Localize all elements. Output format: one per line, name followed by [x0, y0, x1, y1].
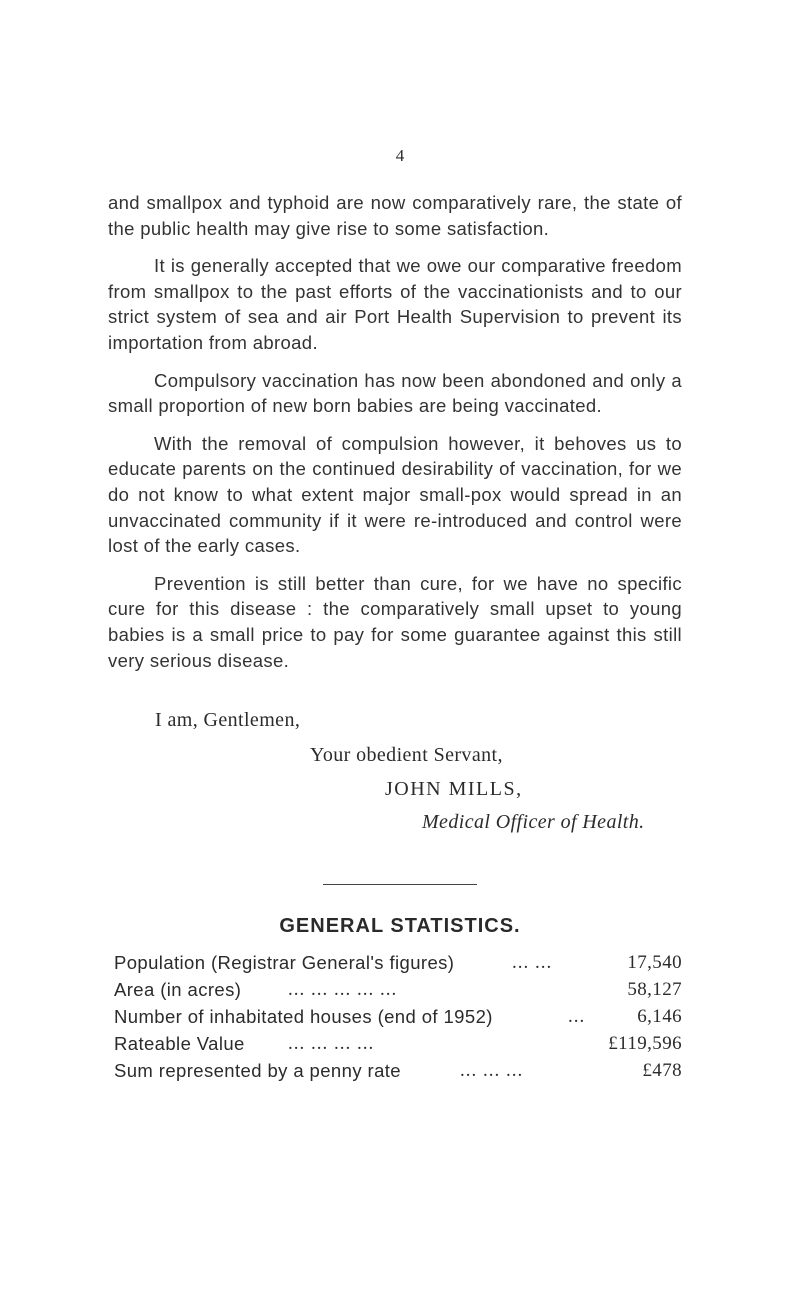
statistic-leader: ... — [568, 1006, 586, 1027]
statistic-leader: ... ... ... — [460, 1060, 524, 1081]
statistics-row — [108, 1060, 682, 1087]
statistics-row — [108, 1033, 682, 1060]
statistic-value: 17,540 — [627, 952, 682, 973]
statistic-label: Number of inhabitated houses (end of 1952) — [114, 1006, 493, 1027]
statistics-row — [108, 979, 682, 1006]
statistics-row — [108, 952, 682, 979]
statistic-value: 58,127 — [627, 979, 682, 1000]
statistic-value: 6,146 — [637, 1006, 682, 1027]
statistics-heading: GENERAL STATISTICS. — [279, 915, 521, 937]
statistic-value: £119,596 — [608, 1033, 682, 1054]
statistic-value: £478 — [642, 1060, 682, 1081]
statistic-label: Area (in acres) — [114, 979, 242, 1000]
signoff-closing: Your obedient Servant, — [310, 744, 503, 766]
signoff-salutation: I am, Gentlemen, — [155, 709, 301, 731]
statistics-row — [108, 1006, 682, 1033]
paragraph: Compulsory vaccination has now been abondoned and only a small proportion of new born babies are being vaccinated. — [108, 369, 682, 417]
statistic-leader: ... ... ... ... — [288, 1033, 375, 1054]
signoff-title: Medical Officer of Health. — [422, 811, 645, 833]
page-number: 4 — [395, 146, 405, 165]
statistics-table — [108, 952, 682, 1087]
statistic-leader: ... ... — [512, 952, 553, 973]
paragraph: With the removal of compulsion however, it behoves us to educate parents on the continued desirability of vaccination, for we do not know to what extent major small-pox would spread in an unvaccinated community if it were re-introduced and control were lost of the early cases. — [108, 432, 682, 557]
paragraph: It is generally accepted that we owe our comparative freedom from smallpox to the past efforts of the vaccinationists and to our strict system of sea and air Port Health Supervision to prevent its importation from abroad. — [108, 255, 682, 353]
statistic-label: Rateable Value — [114, 1033, 245, 1054]
section-divider — [323, 884, 477, 885]
letter-body — [108, 190, 682, 685]
signoff-name: JOHN MILLS, — [385, 778, 523, 800]
statistic-label: Sum represented by a penny rate — [114, 1060, 401, 1081]
paragraph: Prevention is still better than cure, for we have no specific cure for this disease : the comparatively small upset to young babies is a small price to pay for some guarantee against this still very serious disease. — [108, 572, 682, 671]
statistic-label: Population (Registrar General's figures) — [114, 952, 455, 973]
statistic-leader: ... ... ... ... ... — [288, 979, 398, 1000]
paragraph: and smallpox and typhoid are now comparatively rare, the state of the public health may give rise to some satisfaction. — [108, 192, 682, 239]
